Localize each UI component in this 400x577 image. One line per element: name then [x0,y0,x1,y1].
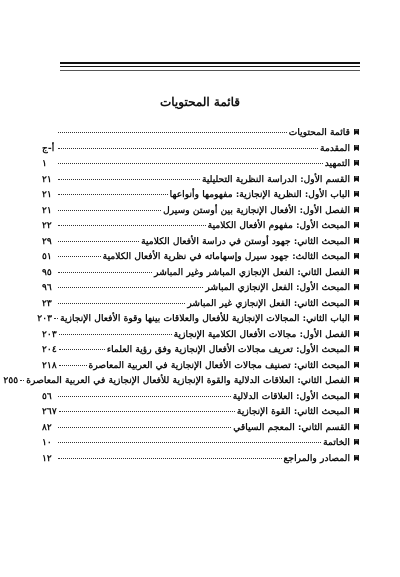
toc-page-number: ٢١٨ [42,359,57,371]
toc-page-number: ٢٩ [42,235,52,247]
dot-leader [58,287,203,288]
header-rule-inner [60,70,360,71]
toc-entry [42,391,360,407]
dot-leader [58,225,206,226]
toc-entry-title: المبحث الأول: العلاقات الدلالية [232,390,350,402]
toc-page-number: ٢١ [42,189,52,200]
dot-leader [54,318,58,319]
page-title: قائمة المحتويات [159,95,241,109]
dot-leader [58,396,231,397]
toc-entry-title: المبحث الثاني: القوة الإنجازية [236,406,350,417]
dot-leader [58,132,287,133]
toc-page-number: ٢١ [42,173,52,185]
bookmark-bullet-icon [353,160,360,167]
dot-leader [20,380,24,381]
toc-entry-title: التمهيد [324,158,350,169]
toc-entry-title: الفصل الأول: مجالات الأفعال الكلامية الإنجازية [173,328,350,340]
toc-page-number: ٩٥ [42,266,52,278]
dot-leader [58,194,168,195]
toc-entry [42,422,360,438]
bookmark-bullet-icon [353,362,360,369]
dot-leader [58,272,152,273]
toc-page-number: ٢٣ [42,297,52,309]
bookmark-bullet-icon [353,331,360,338]
bookmark-bullet-icon [353,207,360,214]
bookmark-bullet-icon [353,238,360,245]
toc-page-number: ٢٠٣ [42,328,57,340]
bookmark-bullet-icon [353,408,360,415]
toc-entry [42,267,360,283]
bookmark-bullet-icon [353,284,360,291]
toc-page-number: ٩٦ [42,282,52,293]
bookmark-bullet-icon [353,424,360,431]
toc-entry [42,344,360,360]
toc-entry-title: الفصل الأول: الأفعال الإنجازية بين أوستن وسيرل [163,204,350,216]
bookmark-bullet-icon [353,191,360,198]
bookmark-bullet-icon [353,300,360,307]
toc-entry-title: المصادر والمراجع [283,452,350,464]
toc-entry [42,127,360,143]
toc-entry [42,236,360,252]
toc-entry-title: الخاتمة [323,437,350,448]
dot-leader [59,365,87,366]
toc-entry [42,220,360,236]
bookmark-bullet-icon [353,346,360,353]
bookmark-bullet-icon [353,315,360,322]
dot-leader [59,411,235,412]
toc-page-number: ٥٦ [42,390,52,402]
toc-entry-title: المبحث الثاني: الفعل الإنجازي غير المباشر [187,297,350,309]
bookmark-bullet-icon [353,129,360,136]
dot-leader [58,458,282,459]
bookmark-bullet-icon [353,145,360,152]
toc-entry-title: القسم الثاني: المعجم السياقي [233,421,350,433]
bookmark-bullet-icon [353,455,360,462]
header-rule [60,62,360,67]
dot-leader [58,303,185,304]
toc-entry [42,189,360,205]
toc-entry [3,375,360,391]
toc-entry [37,313,360,329]
toc-entry [42,360,360,376]
toc-entry [42,158,360,174]
dot-leader [58,148,318,149]
toc-page-number: ٥١ [42,251,52,262]
toc-entry-title: المبحث الثاني: جهود أوستن في دراسة الأفعال الكلامية [141,235,350,247]
toc-entry-title: الفصل الثاني: الفعل الإنجازي المباشر وغير المباشر [154,266,350,278]
toc-entry-title: المبحث الأول: مفهوم الأفعال الكلامية [207,220,350,231]
dot-leader [58,210,161,211]
toc-entry-title: الباب الأول: النظرية الإنجازية: مفهومها وأنواعها [169,189,350,200]
toc-page-number: ٢٦٧ [42,406,57,417]
toc-entry-title: قائمة المحتويات [288,127,350,138]
toc-entry-title: الفصل الثاني: العلاقات الدلالية والقوة الإنجازية للأفعال الإنجازية في العربية المعاصرة [26,375,350,386]
toc-page-number: ١ [42,158,47,169]
toc-entry [42,437,360,453]
toc-entry [42,143,360,159]
toc-entry [42,329,360,345]
toc-entry-title: المبحث الثاني: تصنيف مجالات الأفعال الإنجازية في العربية المعاصرة [88,359,350,371]
toc-entry [42,174,360,190]
toc-entry [42,298,360,314]
toc-entry-title: المبحث الأول: الفعل الإنجازي المباشر [205,282,350,293]
toc-entry-title: القسم الأول: الدراسة النظرية التحليلية [201,173,350,185]
toc-page-number: ٢١ [42,204,52,216]
toc-entry [42,453,360,469]
toc-entry-title: المقدمة [320,142,350,154]
toc-page-number: ٢٢ [42,220,52,231]
toc-entry [42,205,360,221]
toc-entry [42,282,360,298]
toc-entry-title: الباب الثاني: المجالات الإنجازية للأفعال والعلاقات بينها وقوة الأفعال الإنجازية [60,313,350,324]
dot-leader [58,241,139,242]
bookmark-bullet-icon [353,439,360,446]
dot-leader [58,256,101,257]
dot-leader [59,334,172,335]
dot-leader [58,163,323,164]
dot-leader [58,442,321,443]
table-of-contents [3,127,360,468]
toc-page-number: ٨٢ [42,421,52,433]
toc-page-number: ٢٥٥ [3,375,19,386]
toc-entry [42,251,360,267]
toc-entry [42,406,360,422]
dot-leader [59,349,105,350]
bookmark-bullet-icon [353,253,360,260]
bookmark-bullet-icon [353,222,360,229]
toc-page-number: ١٢ [42,452,52,464]
dot-leader [58,427,231,428]
dot-leader [58,179,200,180]
toc-page-number: أ-ج [42,142,55,154]
bookmark-bullet-icon [353,269,360,276]
toc-page-number: ١٠ [42,437,52,448]
bookmark-bullet-icon [353,377,360,384]
toc-entry-title: المبحث الأول: تعريف مجالات الأفعال الإنجازية وفق رؤية العلماء [106,344,350,355]
toc-page-number: ٢٠٣ [37,313,53,324]
bookmark-bullet-icon [353,176,360,183]
toc-page-number: ٢٠٤ [42,344,57,355]
toc-entry-title: المبحث الثالث: جهود سيرل وإسهاماته في نظرية الأفعال الكلامية [102,251,350,262]
bookmark-bullet-icon [353,393,360,400]
